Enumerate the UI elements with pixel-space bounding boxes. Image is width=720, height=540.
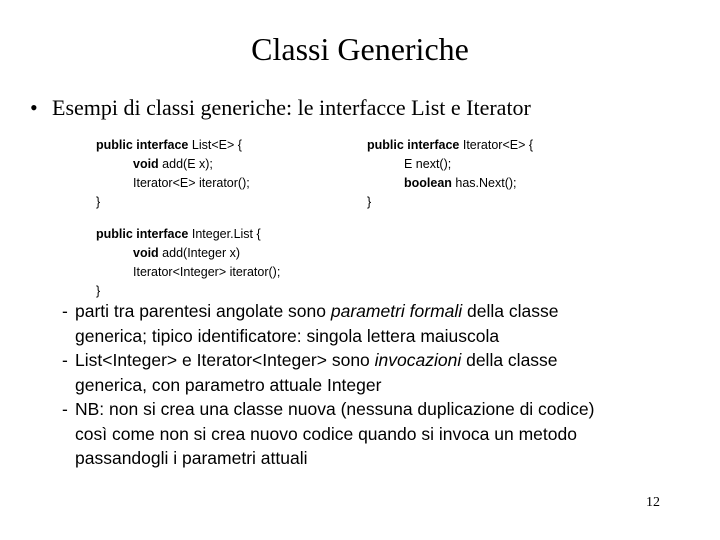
note-text: della classe [461,350,558,370]
bullet-marker: • [30,95,38,120]
code-text: add(E x); [158,157,213,171]
code-line [96,263,280,282]
bullet-item [30,94,531,122]
code-line [96,193,250,212]
note-item [62,299,702,348]
note-text: generica; tipico identificatore: singola lettera maiuscola [75,325,500,346]
code-keyword: boolean [404,176,452,190]
note-text: della classe [462,301,559,321]
note-dash: - [62,399,68,419]
page-title: Classi Generiche [251,31,469,67]
code-text: List<E> { [188,138,242,152]
code-keyword: public interface [96,227,189,241]
code-block-integer-list [96,225,280,301]
code-brace: } [367,195,372,209]
code-block-iterator [367,136,533,212]
code-block-list [96,136,250,212]
note-item [62,397,702,471]
note-item [62,348,702,397]
bullet-text: Esempi di classi generiche: le interfacce List e Iterator [52,95,531,120]
code-line [96,155,250,174]
code-line [367,155,533,174]
code-line [367,136,533,155]
note-emphasis: parametri formali [330,301,463,321]
code-line [96,136,250,155]
code-keyword: public interface [96,138,189,152]
code-text: has.Next(); [451,176,517,190]
code-brace: } [96,284,101,298]
page-number: 12 [646,495,660,510]
notes-list [62,299,702,471]
note-dash: - [62,301,68,321]
code-keyword: void [133,157,159,171]
code-line [96,244,280,263]
code-text: E next(); [404,157,452,171]
code-text: Iterator<E> { [459,138,534,152]
code-line [96,174,250,193]
note-text: List<Integer> e Iterator<Integer> sono [75,350,375,370]
code-line [367,193,533,212]
note-text: NB: non si crea una classe nuova (nessuna duplicazione di codice) [75,399,595,419]
code-line [367,174,533,193]
note-text: passandogli i parametri attuali [75,448,308,468]
note-emphasis: invocazioni [374,350,462,370]
note-text: così come non si crea nuovo codice quando si invoca un metodo [75,423,577,444]
note-dash: - [62,350,68,370]
code-text: Integer.List { [188,227,261,241]
code-keyword: public interface [367,138,460,152]
note-text: parti tra parentesi angolate sono [75,301,331,321]
code-keyword: void [133,246,159,260]
code-text: add(Integer x) [158,246,240,260]
note-text: generica, con parametro attuale Integer [75,374,382,395]
code-text: Iterator<E> iterator(); [133,176,250,190]
code-text: Iterator<Integer> iterator(); [133,265,281,279]
code-brace: } [96,195,101,209]
code-line [96,225,280,244]
